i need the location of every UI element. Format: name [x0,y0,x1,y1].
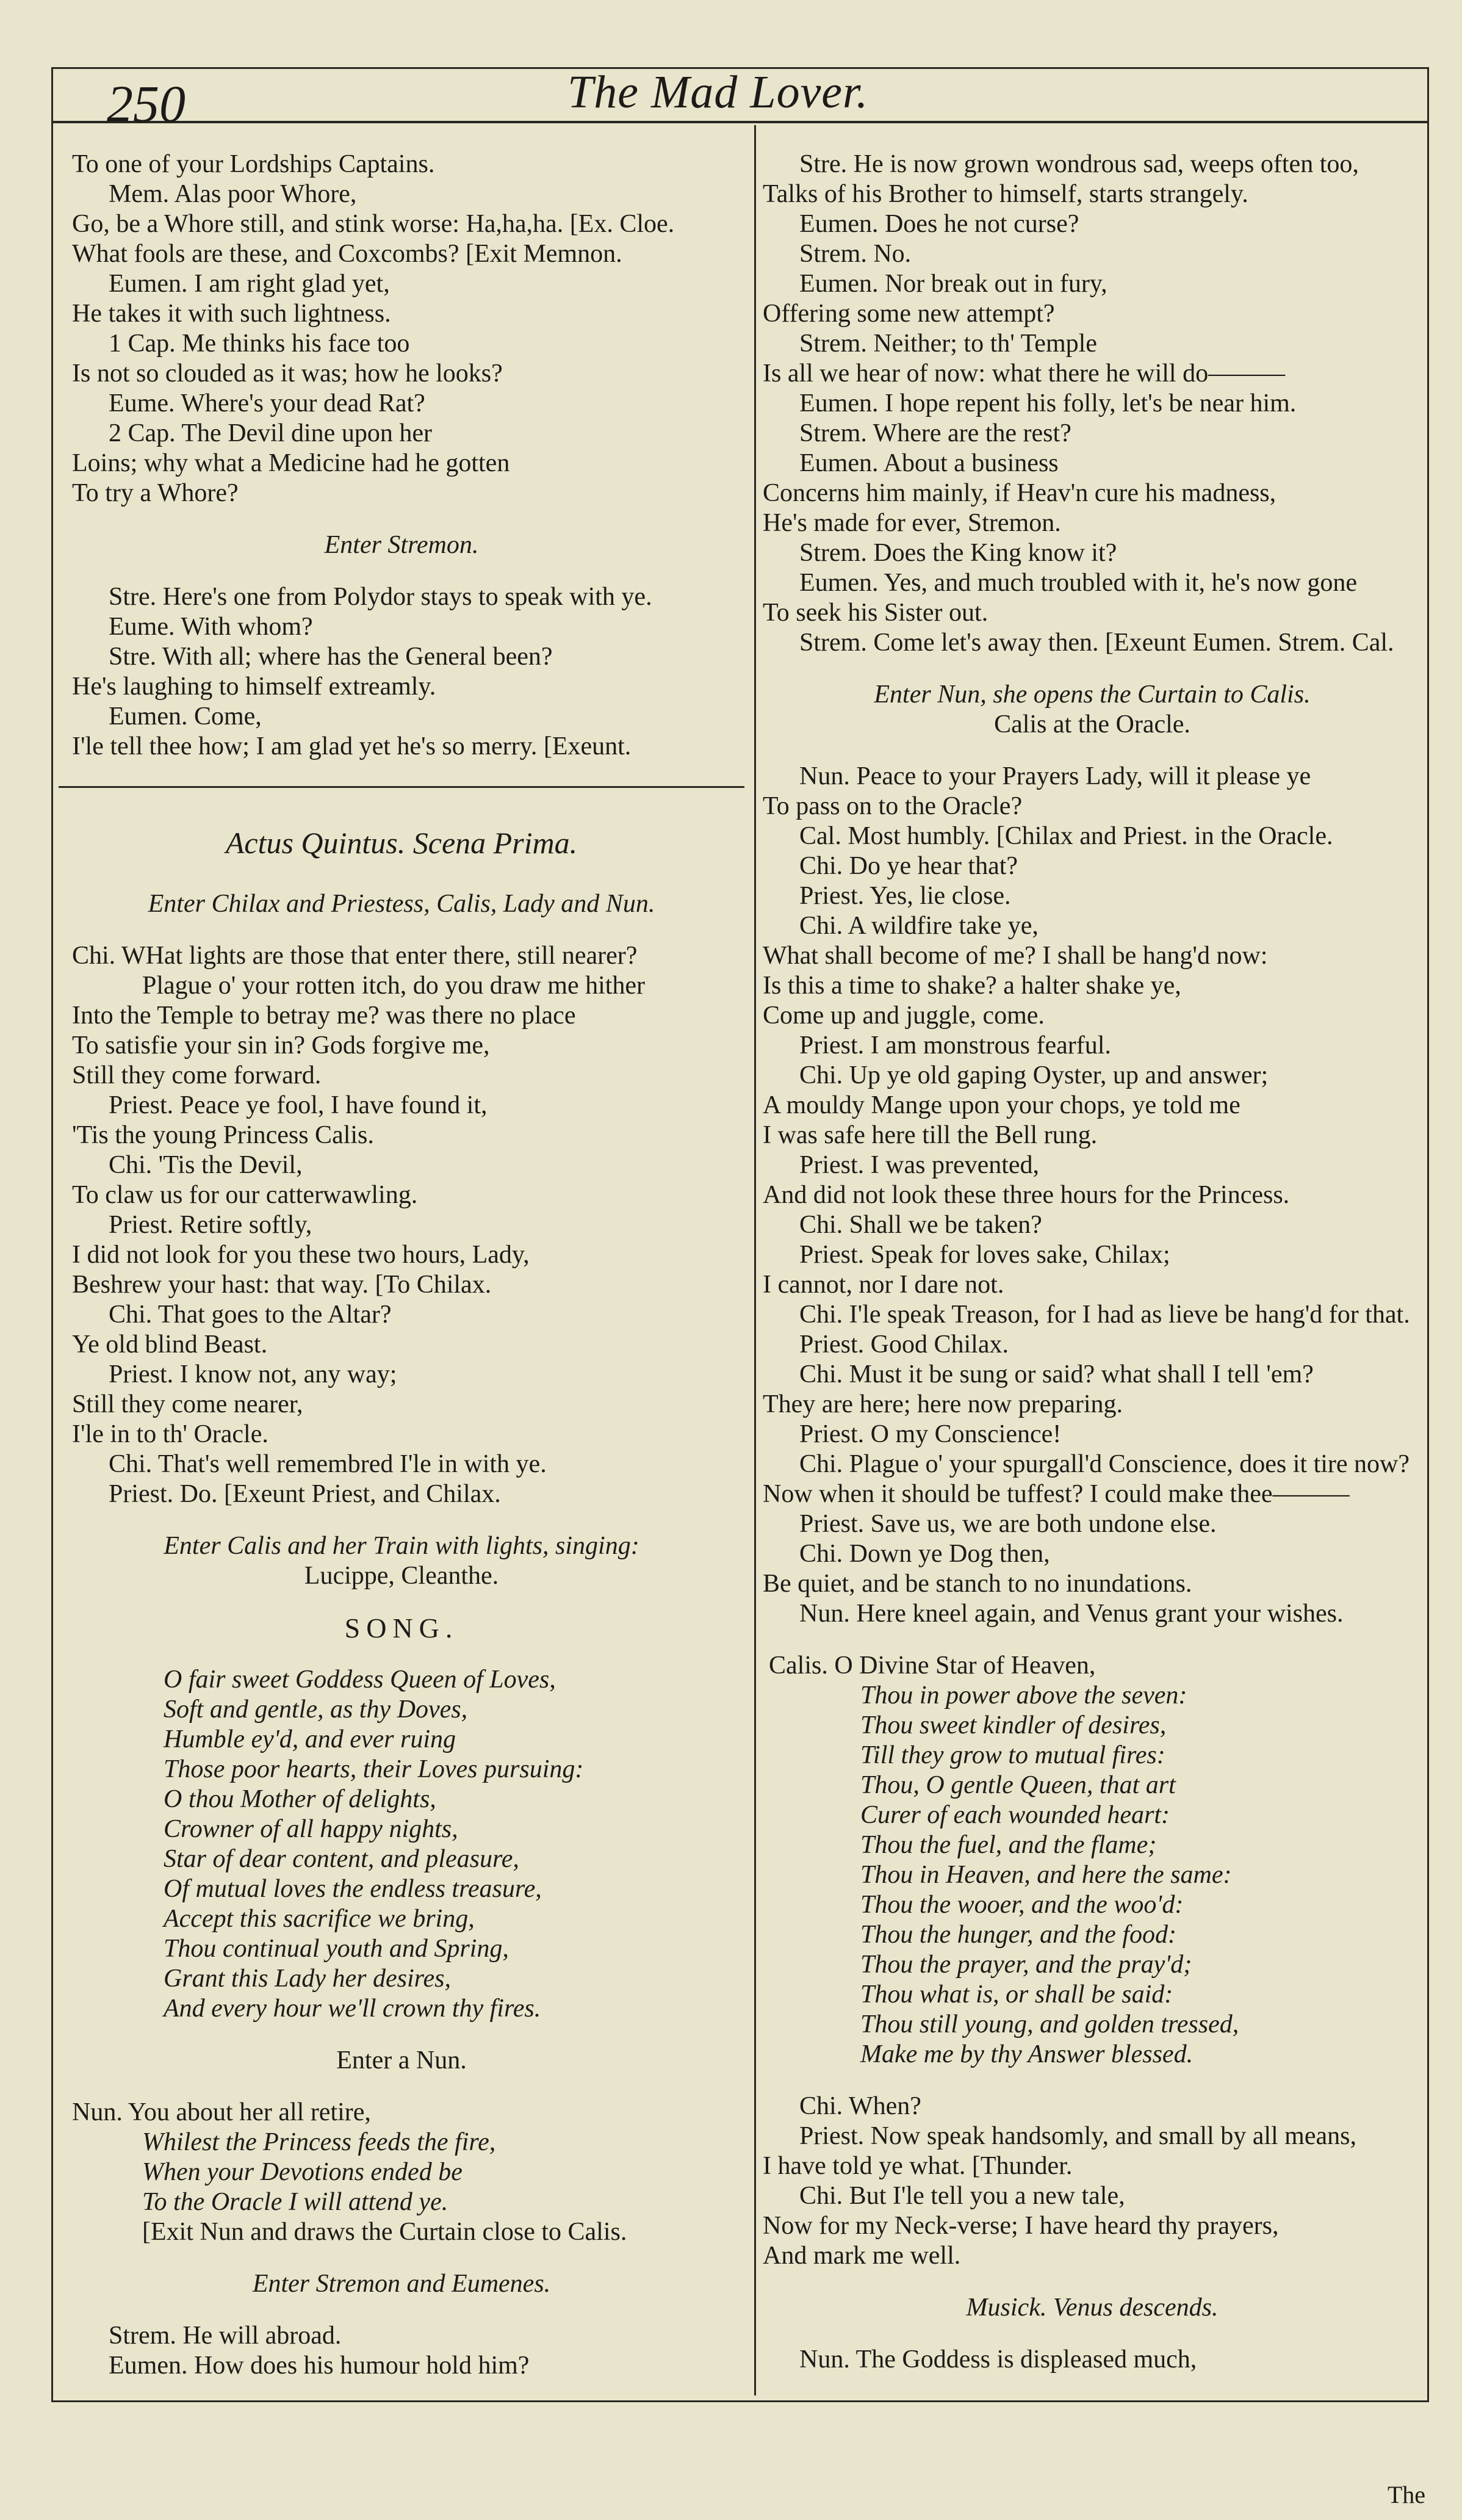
left-text-line: Those poor hearts, their Loves pursuing: [164,1755,584,1783]
right-text-line: I have told ye what. [Thunder. [763,2152,1073,2180]
spacer [72,508,731,530]
right-text-line: Chi. Do ye hear that? [799,852,1018,880]
spacer [72,867,731,889]
right-text-line: Talks of his Brother to himself, starts strangely. [763,180,1248,208]
right-text-line: Priest. Yes, lie close. [799,882,1011,910]
right-text-line: Strem. Neither; to th' Temple [799,330,1097,358]
right-column [763,150,1422,2375]
left-text-line: Eumen. I am right glad yet, [109,270,390,298]
left-text-line: [Exit Nun and draws the Curtain close to Calis. [142,2218,627,2246]
left-text-line: Priest. Do. [Exeunt Priest, and Chilax. [109,1480,501,1508]
right-text-line: Priest. Now speak handsomly, and small by all means, [799,2122,1356,2150]
left-text-line: Eume. With whom? [109,613,313,641]
left-text-line: Is not so clouded as it was; how he looks? [72,359,503,388]
right-text-line: Strem. Does the King know it? [799,539,1117,567]
left-text-line: Go, be a Whore still, and stink worse: Ha,ha,ha. [Ex. Cloe. [72,210,675,238]
right-text-line: Curer of each wounded heart: [860,1801,1170,1829]
right-text-line: Stre. He is now grown wondrous sad, weeps often too, [799,150,1359,178]
right-text-line: He's made for ever, Stremon. [763,509,1061,537]
left-text-line: Still they come nearer, [72,1390,303,1418]
left-text-line: To one of your Lordships Captains. [72,150,435,178]
right-text-line: Chi. I'le speak Treason, for I had as lieve be hang'd for that. [799,1301,1410,1329]
left-text-line: Eumen. How does his humour hold him? [109,2352,530,2380]
left-text-line: 2 Cap. The Devil dine upon her [109,419,432,447]
right-text-line: Nun. The Goddess is displeased much, [799,2345,1197,2374]
spacer [72,2024,731,2046]
left-text-line: To claw us for our catterwawling. [72,1181,418,1209]
right-text-line: Chi. Shall we be taken? [799,1211,1042,1239]
catchword: The [1387,2481,1425,2508]
left-text-line: Star of dear content, and pleasure, [164,1845,519,1873]
left-text-line: Ye old blind Beast. [72,1330,268,1359]
left-text-line: Enter Stremon and Eumenes. [252,2270,551,2298]
right-text-line: And did not look these three hours for the Princess. [763,1181,1290,1209]
spacer [72,1509,731,1531]
spacer [72,560,731,582]
left-text-line: Lucippe, Cleanthe. [304,1562,499,1590]
left-text-line: To try a Whore? [72,479,239,507]
right-text-line: They are here; here now preparing. [763,1390,1123,1418]
left-text-line: Enter Chilax and Priestess, Calis, Lady and Nun. [148,890,655,918]
left-text-line: Plague o' your rotten itch, do you draw me hither [142,972,646,1000]
left-text-line: Eumen. Come, [109,702,262,731]
right-text-line: Priest. I am monstrous fearful. [799,1031,1111,1060]
right-text-line: Eumen. Nor break out in fury, [799,270,1107,298]
spacer [763,740,1422,762]
left-text-line: Grant this Lady her desires, [164,1965,451,1993]
left-column [72,150,731,2381]
right-text-line: Strem. Come let's away then. [Exeunt Eumen. Strem. Cal. [799,629,1394,657]
spacer [763,1629,1422,1651]
left-text-line: Soft and gentle, as thy Doves, [164,1695,468,1724]
right-text-line: Thou in Heaven, and here the same: [860,1861,1232,1889]
left-text-line: Eume. Where's your dead Rat? [109,389,425,417]
left-text-line: O fair sweet Goddess Queen of Loves, [164,1666,556,1694]
right-text-line: Priest. O my Conscience! [799,1420,1062,1448]
right-text-line: Make me by thy Answer blessed. [860,2040,1194,2068]
right-text-line: Thou what is, or shall be said: [860,1980,1173,2009]
running-title: The Mad Lover. [567,67,869,118]
right-text-line: Chi. Down ye Dog then, [799,1540,1050,1568]
right-text-line: Eumen. Does he not curse? [799,210,1079,238]
spacer [72,919,731,941]
spacer [72,1643,731,1665]
right-text-line: Priest. Good Chilax. [799,1330,1009,1359]
right-text-line: Till they grow to mutual fires: [860,1741,1165,1769]
left-text-line: Enter a Nun. [336,2046,467,2074]
left-text-line: Chi. That goes to the Altar? [109,1301,392,1329]
spacer [763,658,1422,680]
left-text-line: I did not look for you these two hours, Lady, [72,1241,530,1269]
left-text-line: 1 Cap. Me thinks his face too [109,330,410,358]
left-text-line: Chi. 'Tis the Devil, [109,1151,303,1179]
right-text-line: Thou in power above the seven: [860,1681,1187,1709]
left-text-line: Crowner of all happy nights, [164,1815,458,1843]
right-text-line: Priest. Save us, we are both undone else. [799,1510,1217,1538]
right-text-line: Now for my Neck-verse; I have heard thy prayers, [763,2212,1279,2240]
left-text-line: Thou continual youth and Spring, [164,1935,509,1963]
right-text-line: And mark me well. [763,2242,961,2270]
left-text-line: Stre. Here's one from Polydor stays to speak with ye. [109,583,652,611]
right-text-line: Chi. A wildfire take ye, [799,912,1039,940]
left-text-line: Strem. He will abroad. [109,2322,342,2350]
right-text-line: To seek his Sister out. [763,599,988,627]
right-text-line: Calis. O Divine Star of Heaven, [769,1652,1096,1680]
right-text-line: Chi. But I'le tell you a new tale, [799,2182,1125,2210]
right-text-line: Strem. No. [799,240,912,268]
spacer [72,2299,731,2321]
left-text-line: When your Devotions ended be [142,2158,463,2186]
section-rule [59,786,744,788]
left-text-line: Chi. That's well remembred I'le in with ye. [109,1450,547,1478]
left-text-line: Actus Quintus. Scena Prima. [225,826,578,860]
left-text-line: I'le in to th' Oracle. [72,1420,268,1448]
right-text-line: Eumen. About a business [799,449,1059,477]
right-text-line: Enter Nun, she opens the Curtain to Calis. [874,681,1311,709]
left-text-line: SONG. [344,1612,459,1644]
right-text-line: Concerns him mainly, if Heav'n cure his madness, [763,479,1277,507]
left-text-line: He's laughing to himself extreamly. [72,673,436,701]
right-text-line: Nun. Peace to your Prayers Lady, will it please ye [799,762,1311,790]
left-text-line: Beshrew your hast: that way. [To Chilax. [72,1271,492,1299]
left-text-line: Mem. Alas poor Whore, [109,180,357,208]
right-text-line: Eumen. I hope repent his folly, let's be near him. [799,389,1297,417]
right-text-line: Nun. Here kneel again, and Venus grant your wishes. [799,1600,1344,1628]
left-text-line: Priest. Peace ye fool, I have found it, [109,1091,488,1119]
spacer [72,1591,731,1613]
left-text-line: Whilest the Princess feeds the fire, [142,2128,496,2156]
right-text-line: Now when it should be tuffest? I could make thee——— [763,1480,1350,1508]
right-text-line: Is all we hear of now: what there he will do——— [763,359,1286,388]
right-text-line: Cal. Most humbly. [Chilax and Priest. in the Oracle. [799,822,1333,850]
left-text-line: He takes it with such lightness. [72,300,391,328]
right-text-line: I was safe here till the Bell rung. [763,1121,1098,1149]
left-text-line: Of mutual loves the endless treasure, [164,1875,542,1903]
left-text-line: And every hour we'll crown thy fires. [164,1995,541,2023]
right-text-line: Strem. Where are the rest? [799,419,1071,447]
right-text-line: Thou the prayer, and the pray'd; [860,1951,1192,1979]
left-text-line: To the Oracle I will attend ye. [142,2188,448,2216]
right-text-line: Calis at the Oracle. [994,710,1190,738]
header-rule [51,121,1429,123]
right-text-line: Thou the fuel, and the flame; [860,1831,1157,1859]
right-text-line: I cannot, nor I dare not. [763,1271,1004,1299]
left-text-line: O thou Mother of delights, [164,1785,436,1813]
left-text-line: Into the Temple to betray me? was there no place [72,1002,576,1030]
right-text-line: Thou, O gentle Queen, that art [860,1771,1176,1799]
right-text-line: Priest. I was prevented, [799,1151,1040,1179]
left-text-line: Humble ey'd, and ever ruing [164,1725,456,1753]
left-text-line: Priest. Retire softly, [109,1211,312,1239]
right-text-line: Chi. Up ye old gaping Oyster, up and answer; [799,1061,1269,1089]
left-text-line: Enter Stremon. [324,531,479,559]
left-text-line: Enter Calis and her Train with lights, singing: [164,1532,639,1560]
spacer [72,2247,731,2269]
left-text-line: Still they come forward. [72,1061,322,1089]
right-text-line: Is this a time to shake? a halter shake ye, [763,972,1181,1000]
left-text-line: Stre. With all; where has the General been? [109,643,553,671]
left-text-line: Accept this sacrifice we bring, [164,1905,475,1933]
spacer [763,2070,1422,2092]
right-text-line: Eumen. Yes, and much troubled with it, he's now gone [799,569,1357,597]
left-text-line: Chi. WHat lights are those that enter there, still nearer? [72,942,638,970]
column-divider [754,125,756,2395]
left-text-line: What fools are these, and Coxcombs? [Exit Memnon. [72,240,622,268]
right-text-line: Priest. Speak for loves sake, Chilax; [799,1241,1170,1269]
spacer [72,2076,731,2098]
right-text-line: Thou sweet kindler of desires, [860,1711,1167,1739]
left-text-line: Nun. You about her all retire, [72,2098,371,2126]
left-text-line: 'Tis the young Princess Calis. [72,1121,374,1149]
right-text-line: To pass on to the Oracle? [763,792,1023,820]
left-text-line: I'le tell thee how; I am glad yet he's so merry. [Exeunt. [72,732,632,760]
page-number: 250 [107,74,185,133]
right-text-line: Thou the wooer, and the woo'd: [860,1891,1184,1919]
spacer [763,2271,1422,2293]
left-text-line: To satisfie your sin in? Gods forgive me, [72,1031,490,1060]
right-text-line: Chi. When? [799,2092,921,2120]
right-text-line: Chi. Plague o' your spurgall'd Conscience, does it tire now? [799,1450,1410,1478]
right-text-line: Come up and juggle, come. [763,1002,1045,1030]
spacer [763,2323,1422,2345]
right-text-line: Offering some new attempt? [763,300,1055,328]
right-text-line: Thou the hunger, and the food: [860,1921,1176,1949]
right-text-line: Thou still young, and golden tressed, [860,2010,1239,2038]
right-text-line: Be quiet, and be stanch to no inundations. [763,1570,1192,1598]
left-text-line: Priest. I know not, any way; [109,1360,397,1388]
right-text-line: A mouldy Mange upon your chops, ye told me [763,1091,1241,1119]
right-text-line: Musick. Venus descends. [966,2294,1219,2322]
right-text-line: Chi. Must it be sung or said? what shall I tell 'em? [799,1360,1314,1388]
right-text-line: What shall become of me? I shall be hang'd now: [763,942,1268,970]
left-text-line: Loins; why what a Medicine had he gotten [72,449,510,477]
